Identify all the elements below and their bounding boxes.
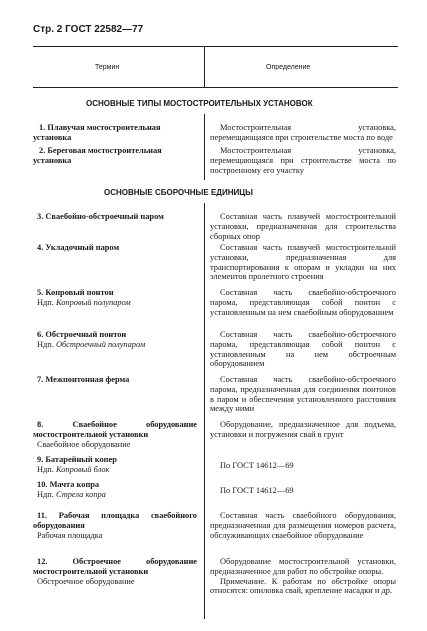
column-header-definition: Определение [266,64,311,71]
definition-5: Составная часть сваебойно-обстроечного парома, представляющая собой понтон с установленным на нем сваебойным оборудованием [210,288,396,317]
alt-term: Ндп. Стрела копра [37,489,106,499]
definition-4: Составная часть плавучей мостостроительной установки, предназначенная для транспортирования к опорам и укладки на них элементов пролетного строения [210,243,396,282]
definition-8: Оборудование, предназначенное для подъема, установки и погружения свай в грунт [210,420,396,439]
term-7: 7. Межпонтонная ферма [37,375,130,384]
table-header-rule [33,87,398,88]
term-10: 10. Мачта копра Ндп. Стрела копра [37,480,197,500]
table-top-rule [33,46,398,47]
term-9: 9. Батарейный копер Ндп. Копровый блок [37,455,197,475]
definition-10: По ГОСТ 14612—69 [220,486,294,495]
column-divider [204,114,205,180]
section-title: ОСНОВНЫЕ ТИПЫ МОСТОСТРОИТЕЛЬНЫХ УСТАНОВОК [86,99,313,108]
column-divider [204,203,205,619]
term-11: 11. Рабочая площадка сваебойного оборудования Рабочая площадка [33,511,197,540]
definition-12: Оборудование мостостроительной установки, предназначенное для работ по обстройке опоры. Примечание. К работам по обстройке опоры относятся: опиловка свай, крепление насадки и др. [210,557,396,596]
column-header-term: Термин [95,64,120,71]
table-header-divider [204,46,205,88]
alt-term: Ндп. Обстроечный полупаром [37,339,146,349]
term-4: 4. Укладочный паром [37,243,120,252]
definition-6: Составная часть сваебойно-обстроечного парома, представляющая собой понтон с установленным на нем обстроечным оборудованием [210,330,396,369]
note: Примечание. К работам по обстройке опоры относятся: опиловка свай, крепление насадки и др. [210,576,396,596]
alt-term: Ндп. Копровый полупаром [37,297,131,307]
definition-1: Мостостроительная установка, перемещающаяся при строительстве моста по воде [210,123,396,142]
term-12: 12. Обстроечное оборудование мостостроительной установки Обстроечное оборудование [33,557,197,586]
definition-3: Составная часть плавучей мостостроительной установки, предназначенная для строительства сборных опор [210,212,396,241]
page-header: Стр. 2 ГОСТ 22582—77 [33,24,144,35]
alt-term: Ндп. Копровый блок [37,464,110,474]
definition-7: Составная часть сваебойно-обстроечного парома, предназначенная для соединения понтонов в паром и обеспечения установленного расстояния между ними [210,375,396,414]
term-3: 3. Сваебойно-обстроечный паром [37,212,164,221]
term-8: 8. Сваебойное оборудование мостостроительной установки Сваебойное оборудование [33,420,197,449]
definition-9: По ГОСТ 14612—69 [220,461,294,470]
term-1: 1. Плавучая мостостроительная установка [33,123,161,142]
definition-11: Составная часть сваебойного оборудования, предназначенная для размещения номеров расчета, обслуживающих сваебойное оборудование [210,511,396,540]
term-2: 2. Береговая мостостроительная установка [33,146,162,165]
definition-2: Мостостроительная установка, перемещающаяся при строительстве моста по построенному его участку [210,146,396,175]
term-6: 6. Обстроечный понтон Ндп. Обстроечный полупаром [37,330,197,350]
section-title: ОСНОВНЫЕ СБОРОЧНЫЕ ЕДИНИЦЫ [104,188,253,197]
term-5: 5. Копровый понтон Ндп. Копровый полупаром [37,288,197,308]
